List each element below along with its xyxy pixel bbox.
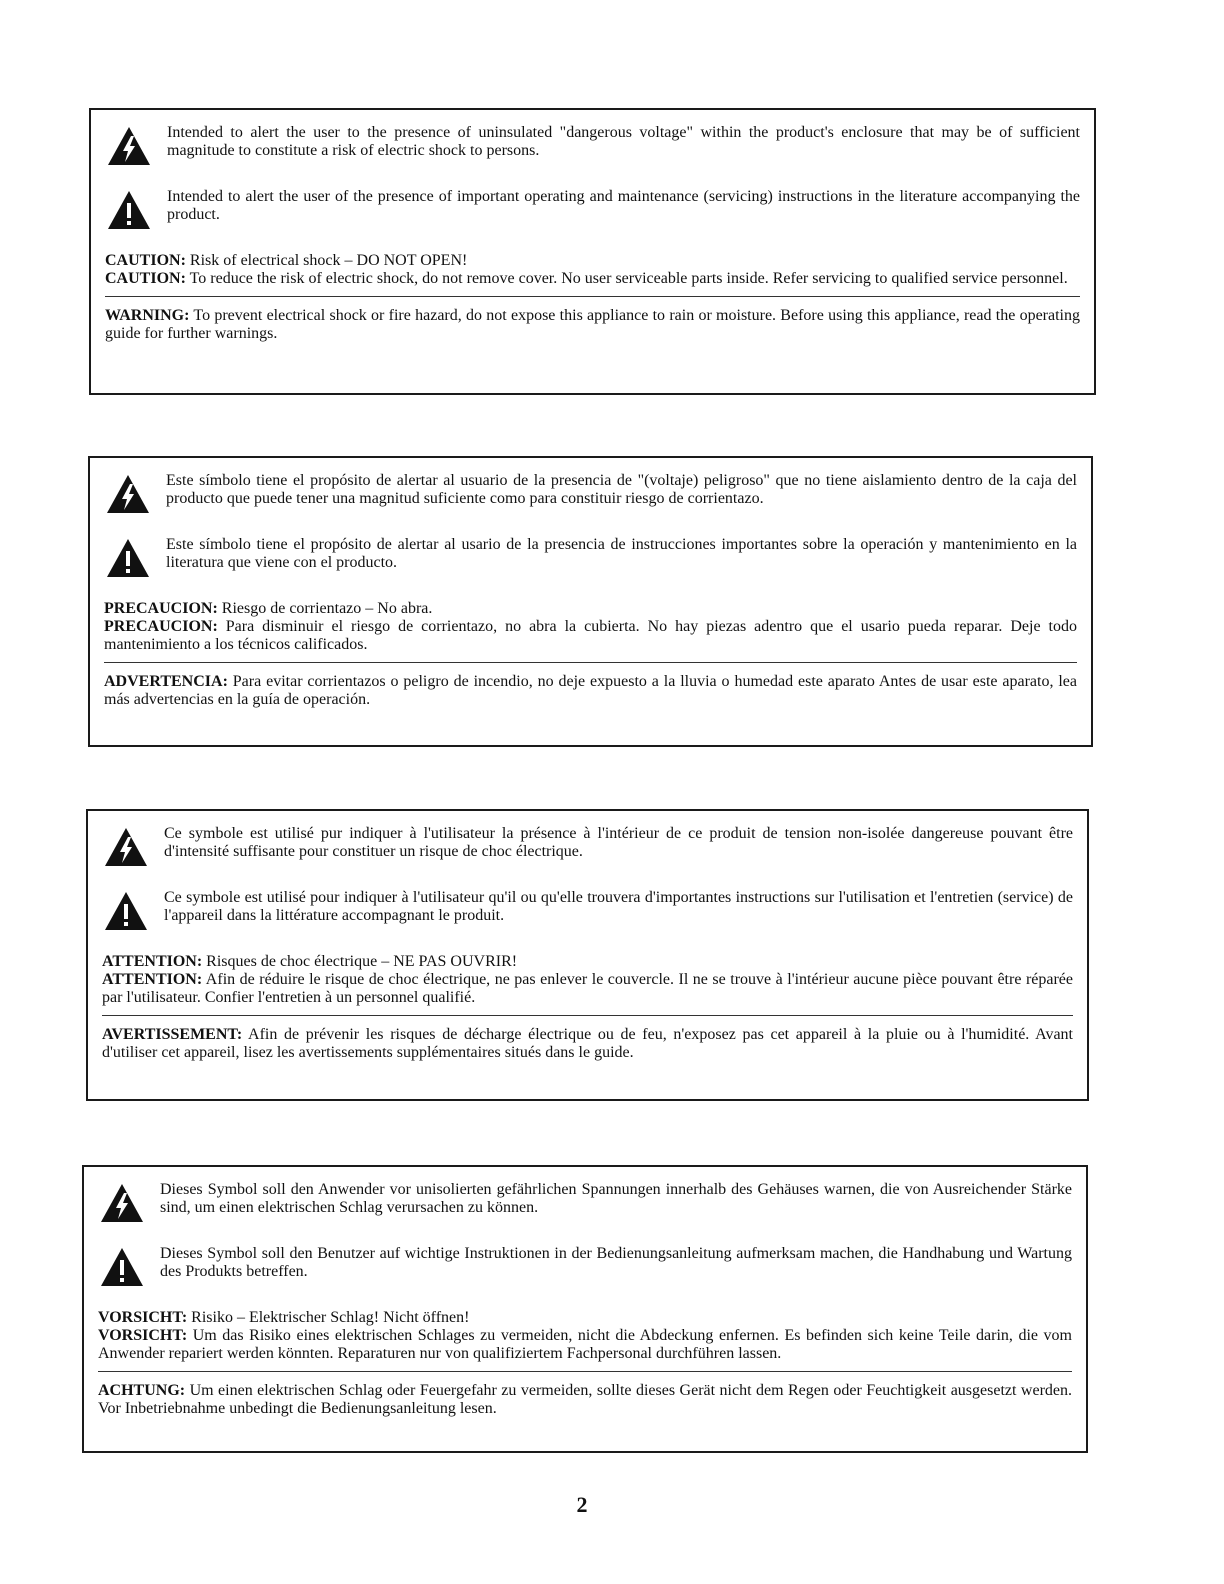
caution-label: PRECAUCION: bbox=[104, 618, 218, 635]
warning-label: WARNING: bbox=[105, 307, 190, 324]
divider bbox=[105, 296, 1080, 297]
caution-label: PRECAUCION: bbox=[104, 600, 218, 617]
attention-symbol-text: Dieses Symbol soll den Benutzer auf wichtige Instruktionen in der Bedienungsanleitung aufmerksam machen, die Handhabung und Wartung des Produkts betreffen. bbox=[160, 1245, 1072, 1280]
caution-block bbox=[98, 1309, 1072, 1363]
caution-label: VORSICHT: bbox=[98, 1309, 188, 1326]
warning-box-spanish bbox=[88, 456, 1093, 747]
page-number: 2 bbox=[576, 1492, 588, 1517]
caution-text: Um das Risiko eines elektrischen Schlages zu vermeiden, nicht die Abdeckung enfernen. Es befinden sich keine Teile darin, die vom Anwender repariert werden könnten. Reparaturen nur von qualifiziertem Fachpersonal durchführen lassen. bbox=[98, 1327, 1072, 1362]
attention-symbol-row bbox=[102, 889, 1073, 939]
caution-block bbox=[104, 600, 1077, 654]
caution-block bbox=[102, 953, 1073, 1007]
caution-line-2 bbox=[104, 618, 1077, 654]
caution-text: Risiko – Elektrischer Schlag! Nicht öffnen! bbox=[187, 1309, 470, 1326]
warning-block bbox=[105, 307, 1080, 343]
caution-text: Risk of electrical shock – DO NOT OPEN! bbox=[185, 252, 468, 269]
caution-label: CAUTION: bbox=[105, 252, 186, 269]
attention-symbol-row bbox=[98, 1245, 1072, 1295]
attention-symbol-row bbox=[105, 188, 1080, 238]
voltage-symbol-text: Este símbolo tiene el propósito de alertar al usuario de la presencia de "(voltaje) peligroso" que no tiene aislamiento dentro de la caja del producto que puede tener una magnitud suficiente como para constituir riesgo de corrientazo. bbox=[166, 472, 1077, 507]
voltage-symbol-text: Intended to alert the user to the presence of uninsulated "dangerous voltage" within the product's enclosure that may be of sufficient magnitude to constitute a risk of electric shock to persons. bbox=[167, 124, 1080, 159]
lightning-bolt-triangle-icon bbox=[100, 1183, 160, 1231]
warning-label: ACHTUNG: bbox=[98, 1382, 186, 1399]
warning-box-english bbox=[89, 108, 1096, 395]
attention-symbol-text: Este símbolo tiene el propósito de alertar al usario de la presencia de instrucciones importantes sobre la operación y mantenimiento en la literatura que viene con el producto. bbox=[166, 536, 1077, 571]
caution-label: CAUTION: bbox=[105, 270, 186, 287]
caution-line-2 bbox=[98, 1327, 1072, 1363]
warning-text: Para evitar corrientazos o peligro de incendio, no deje expuesto a la lluvia o humedad este aparato Antes de usar este aparato, lea más advertencias en la guía de operación. bbox=[104, 673, 1077, 708]
caution-text: Para disminuir el riesgo de corrientazo, no abra la cubierta. No hay piezas adentro que el usario pueda reparar. Deje todo mantenimiento a los técnicos calificados. bbox=[104, 618, 1077, 653]
voltage-symbol-row bbox=[105, 124, 1080, 174]
warning-text: Um einen elektrischen Schlag oder Feuergefahr zu vermeiden, sollte dieses Gerät nicht dem Regen oder Feuchtigkeit ausgesetzt werden. Vor Inbetriebnahme unbedingt die Bedienungsanleitung lesen. bbox=[98, 1382, 1072, 1417]
attention-symbol-text: Intended to alert the user of the presence of important operating and maintenance (servicing) instructions in the literature accompanying the product. bbox=[167, 188, 1080, 223]
divider bbox=[104, 662, 1077, 663]
attention-symbol-text: Ce symbole est utilisé pour indiquer à l'utilisateur qu'il ou qu'elle trouvera d'importantes instructions sur l'utilisation et l'entretien (service) de l'appareil dans la littérature accompagnant le produit. bbox=[164, 889, 1073, 924]
warning-block bbox=[98, 1382, 1072, 1418]
voltage-symbol-row bbox=[98, 1181, 1072, 1231]
caution-block bbox=[105, 252, 1080, 288]
lightning-bolt-triangle-icon bbox=[104, 827, 164, 875]
warning-box-german bbox=[82, 1165, 1088, 1453]
divider bbox=[98, 1371, 1072, 1372]
attention-symbol-row bbox=[104, 536, 1077, 586]
voltage-symbol-text: Dieses Symbol soll den Anwender vor unisolierten gefährlichen Spannungen innerhalb des Gehäuses warnen, die von Ausreichender Stärke sind, um einen elektrischen Schlag verursachen zu können. bbox=[160, 1181, 1072, 1216]
caution-line-2 bbox=[105, 270, 1080, 288]
exclamation-triangle-icon bbox=[107, 190, 167, 238]
warning-box-french bbox=[86, 809, 1089, 1101]
caution-label: ATTENTION: bbox=[102, 953, 203, 970]
voltage-symbol-row bbox=[102, 825, 1073, 875]
warning-label: AVERTISSEMENT: bbox=[102, 1026, 243, 1043]
caution-line-1 bbox=[98, 1309, 1072, 1327]
caution-line-1 bbox=[105, 252, 1080, 270]
warning-text: To prevent electrical shock or fire hazard, do not expose this appliance to rain or moisture. Before using this appliance, read the operating guide for further warnings. bbox=[105, 307, 1080, 342]
caution-line-1 bbox=[104, 600, 1077, 618]
exclamation-triangle-icon bbox=[106, 538, 166, 586]
caution-text: Riesgo de corrientazo – No abra. bbox=[217, 600, 433, 617]
warning-block bbox=[102, 1026, 1073, 1062]
caution-text: To reduce the risk of electric shock, do not remove cover. No user serviceable parts inside. Refer servicing to qualified service personnel. bbox=[185, 270, 1068, 287]
warning-label: ADVERTENCIA: bbox=[104, 673, 228, 690]
caution-line-2 bbox=[102, 971, 1073, 1007]
lightning-bolt-triangle-icon bbox=[107, 126, 167, 174]
exclamation-triangle-icon bbox=[104, 891, 164, 939]
warning-text: Afin de prévenir les risques de décharge électrique ou de feu, n'exposez pas cet appareil à la pluie ou à l'humidité. Avant d'utiliser cet appareil, lisez les avertissements supplémentaires situés dans le guide. bbox=[102, 1026, 1073, 1061]
lightning-bolt-triangle-icon bbox=[106, 474, 166, 522]
warning-block bbox=[104, 673, 1077, 709]
caution-line-1 bbox=[102, 953, 1073, 971]
exclamation-triangle-icon bbox=[100, 1247, 160, 1295]
voltage-symbol-text: Ce symbole est utilisé pur indiquer à l'utilisateur la présence à l'intérieur de ce produit de tension non-isolée dangereuse pouvant être d'intensité suffisante pour constituer un risque de choc électrique. bbox=[164, 825, 1073, 860]
caution-label: ATTENTION: bbox=[102, 971, 203, 988]
voltage-symbol-row bbox=[104, 472, 1077, 522]
caution-label: VORSICHT: bbox=[98, 1327, 188, 1344]
divider bbox=[102, 1015, 1073, 1016]
caution-text: Afin de réduire le risque de choc électrique, ne pas enlever le couvercle. Il ne se trouve à l'intérieur aucune pièce pouvant être réparée par l'utilisateur. Confier l'entretien à un personnel qualifié. bbox=[102, 971, 1073, 1006]
caution-text: Risques de choc électrique – NE PAS OUVRIR! bbox=[202, 953, 518, 970]
